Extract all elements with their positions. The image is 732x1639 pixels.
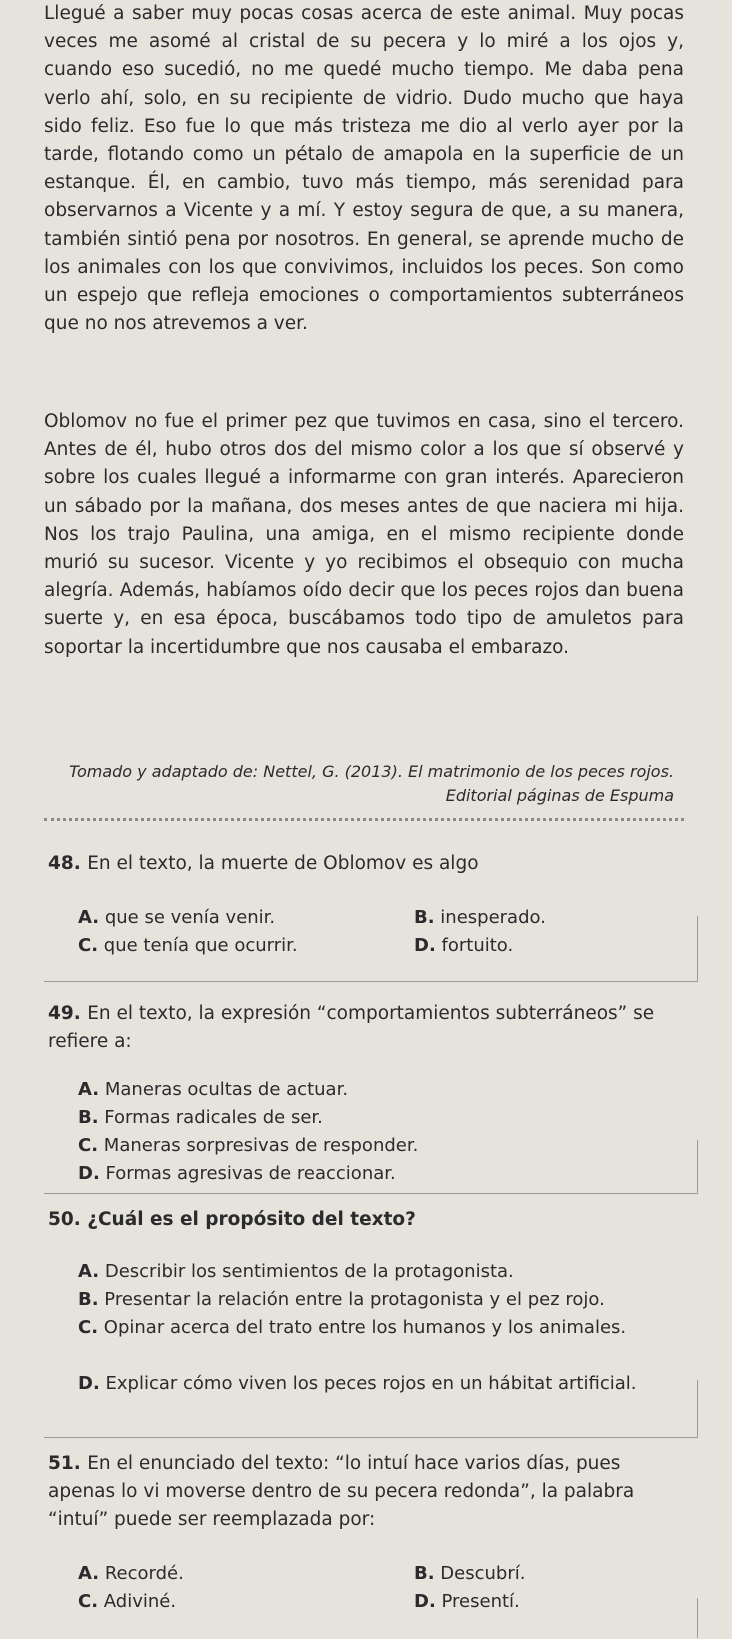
option-letter: D.: [414, 935, 436, 956]
option-text: que se venía venir.: [104, 907, 276, 928]
option-letter: D.: [78, 1163, 100, 1184]
option-48-a[interactable]: [78, 904, 275, 931]
option-51-b[interactable]: [414, 1560, 525, 1587]
passage-paragraph-1: Llegué a saber muy pocas cosas acerca de este animal. Muy pocas veces me asomé al cristal de su pecera y lo miré a los ojos y, cuando eso sucedió, no me quedé mucho tiempo. Me daba pena verlo ahí, solo, en su recipiente de vidrio. Dudo mucho que haya sido feliz. Eso fue lo que más tristeza me dio al verlo ayer por la tarde, flotando como un pétalo de amapola en la superficie de un estanque. Él, en cambio, tuvo más tiempo, más serenidad para observarnos a Vicente y a mí. Y estoy segura de que, a su manera, también sintió pena por nosotros. En general, se aprende mucho de los animales con los que convivimos, incluidos los peces. Son como un espejo que refleja emociones o comportamientos subterráneos que no nos atrevemos a ver.: [44, 3, 684, 335]
option-text: Adiviné.: [103, 1591, 177, 1612]
option-49-a[interactable]: [78, 1076, 348, 1103]
option-letter: D.: [78, 1373, 100, 1394]
option-letter: B.: [78, 1289, 99, 1310]
option-50-d[interactable]: [78, 1370, 698, 1397]
question-48: [48, 850, 688, 878]
box-border: [697, 1598, 698, 1638]
option-text: Explicar cómo viven los peces rojos en un hábitat artificial.: [105, 1373, 637, 1394]
option-letter: B.: [414, 907, 435, 928]
option-text: Describir los sentimientos de la protagonista.: [104, 1261, 514, 1282]
option-letter: C.: [78, 1135, 99, 1156]
option-49-c[interactable]: [78, 1132, 418, 1159]
question-49: [48, 1000, 688, 1056]
option-letter: A.: [78, 907, 100, 928]
option-text: Formas radicales de ser.: [104, 1107, 323, 1128]
option-49-d[interactable]: [78, 1160, 396, 1187]
option-50-b[interactable]: [78, 1286, 605, 1313]
option-letter: C.: [78, 1591, 99, 1612]
question-text: En el texto, la muerte de Oblomov es algo: [87, 853, 479, 874]
option-51-d[interactable]: [414, 1588, 520, 1615]
option-text: Formas agresivas de reaccionar.: [105, 1163, 396, 1184]
option-letter: B.: [78, 1107, 99, 1128]
option-text: Maneras sorpresivas de responder.: [103, 1135, 419, 1156]
option-51-c[interactable]: [78, 1588, 176, 1615]
option-text: Descubrí.: [440, 1563, 526, 1584]
question-divider: [44, 1437, 698, 1438]
question-number: 50.: [48, 1209, 81, 1230]
dotted-divider: [44, 818, 684, 821]
option-letter: C.: [78, 935, 99, 956]
option-text: que tenía que ocurrir.: [103, 935, 298, 956]
box-border: [697, 916, 698, 982]
option-letter: A.: [78, 1261, 100, 1282]
option-48-b[interactable]: [414, 904, 546, 931]
option-letter: B.: [414, 1563, 435, 1584]
question-number: 51.: [48, 1453, 81, 1474]
question-text: En el enunciado del texto: “lo intuí hace varios días, pues apenas lo vi moverse dentro de su pecera redonda”, la palabra “intuí” puede ser reemplazada por:: [48, 1453, 635, 1530]
passage-source: Tomado y adaptado de: Nettel, G. (2013). El matrimonio de los peces rojos. Editorial páginas de Espuma: [69, 762, 674, 805]
option-50-c[interactable]: [78, 1314, 698, 1341]
passage-paragraph-2: Oblomov no fue el primer pez que tuvimos en casa, sino el tercero. Antes de él, hubo otros dos del mismo color a los que sí observé y sobre los cuales llegué a informarme con gran interés. Aparecieron un sábado por la mañana, dos meses antes de que naciera mi hija. Nos los trajo Paulina, una amiga, en el mismo recipiente donde murió su sucesor. Vicente y yo recibimos el obsequio con mucha alegría. Además, habíamos oído decir que los peces rojos dan buena suerte y, en esa época, buscábamos todo tipo de amuletos para soportar la incertidumbre que nos causaba el embarazo.: [44, 411, 684, 658]
question-divider: [44, 981, 698, 982]
question-text: En el texto, la expresión “comportamientos subterráneos” se refiere a:: [48, 1003, 655, 1052]
option-49-b[interactable]: [78, 1104, 323, 1131]
question-text: ¿Cuál es el propósito del texto?: [87, 1209, 416, 1230]
option-48-d[interactable]: [414, 932, 513, 959]
option-text: Maneras ocultas de actuar.: [104, 1079, 349, 1100]
option-text: Presentí.: [441, 1591, 520, 1612]
question-divider: [44, 1193, 698, 1194]
option-48-c[interactable]: [78, 932, 298, 959]
box-border: [697, 1140, 698, 1194]
option-text: fortuito.: [441, 935, 514, 956]
option-text: Opinar acerca del trato entre los humanos y los animales.: [103, 1317, 627, 1338]
question-number: 48.: [48, 853, 81, 874]
option-letter: A.: [78, 1563, 100, 1584]
question-51: [48, 1450, 688, 1534]
option-text: Recordé.: [104, 1563, 184, 1584]
question-50: [48, 1206, 688, 1234]
option-text: Presentar la relación entre la protagonista y el pez rojo.: [104, 1289, 605, 1310]
option-51-a[interactable]: [78, 1560, 184, 1587]
box-border: [697, 1380, 698, 1438]
option-letter: D.: [414, 1591, 436, 1612]
option-letter: C.: [78, 1317, 99, 1338]
question-number: 49.: [48, 1003, 81, 1024]
option-letter: A.: [78, 1079, 100, 1100]
option-text: inesperado.: [440, 907, 546, 928]
option-50-a[interactable]: [78, 1258, 514, 1285]
